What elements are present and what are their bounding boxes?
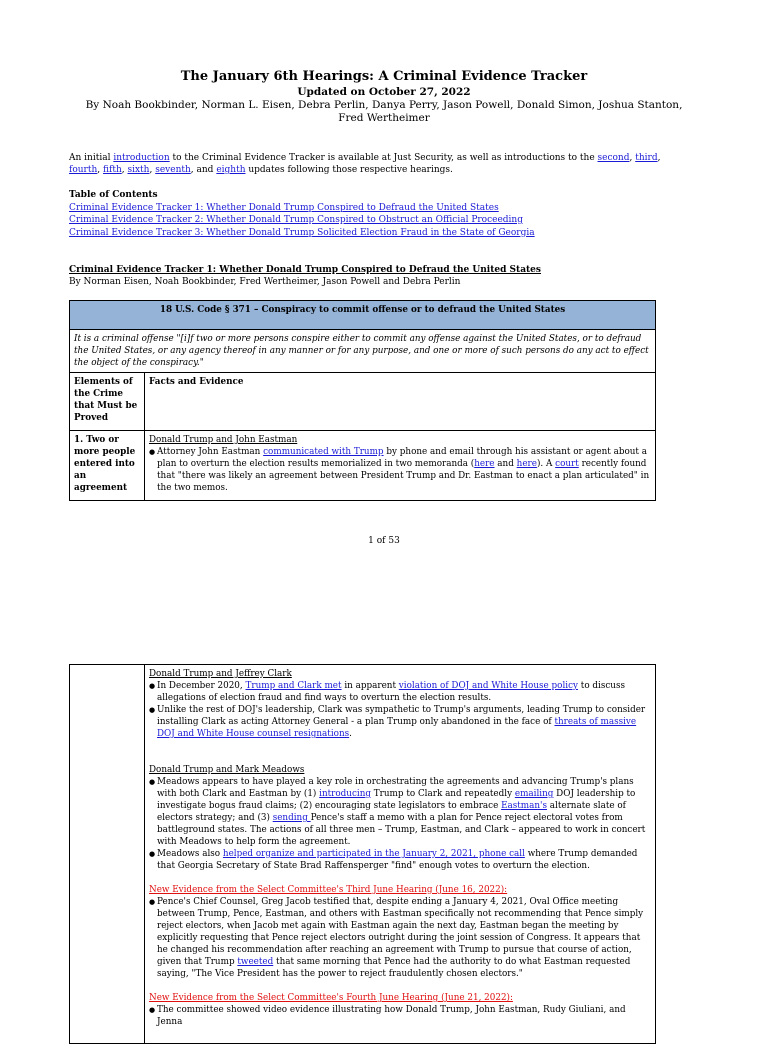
bullet-jacob bbox=[149, 896, 651, 980]
link-emailing[interactable]: emailing bbox=[514, 789, 554, 799]
text: Pence's Chief Counsel, Greg Jacob testified that, despite ending a January 4, 2021, Oval Office meeting between Trump, Pence, Eastman, and others with Eastman specifically not recommending that Pence simply reject electors, when Jacob met again with Eastman again the next day, Eastman began the meeting by explicitly requesting that Pence reject electors outright during the joint session of Congress. It appears that he changed his recommendation after reaching an agreement with Trump to pursue that course of action, given that Trump bbox=[157, 897, 644, 967]
bullet-meadows-1 bbox=[149, 776, 651, 848]
text: and bbox=[494, 459, 517, 469]
text: Trump to Clark and repeatedly bbox=[371, 789, 515, 799]
link-third[interactable]: third bbox=[635, 153, 658, 163]
continued-evidence bbox=[145, 665, 656, 1044]
link-introducing[interactable]: introducing bbox=[319, 789, 372, 799]
document-title: The January 6th Hearings: A Criminal Evidence Tracker bbox=[180, 69, 588, 84]
bullet-video-evidence: ● The committee showed video evidence illustrating how Donald Trump, John Eastman, Rudy Giuliani, and Jenna bbox=[149, 1004, 651, 1028]
intro-text: , bbox=[657, 153, 661, 163]
link-fifth[interactable]: fifth bbox=[103, 165, 122, 175]
text: that same morning that Pence had the authority to do what Eastman requested saying, "The Vice President has the power to reject fraudulently chosen electors." bbox=[157, 957, 631, 979]
statute-quote: It is a criminal offense "[i]f two or more persons conspire either to commit any offense against the United States, or to defraud the United States, or any agency thereof in any manner or for any purpose, and one or more of such persons do any act to effect the object of the conspiracy." bbox=[70, 330, 656, 373]
toc-item-tracker-3[interactable]: Criminal Evidence Tracker 3: Whether Donald Trump Solicited Election Fraud in the State of Georgia bbox=[69, 227, 535, 238]
text: . bbox=[349, 729, 352, 739]
link-here-2[interactable]: here bbox=[516, 459, 537, 469]
link-second[interactable]: second bbox=[597, 153, 630, 163]
link-introduction[interactable]: introduction bbox=[113, 153, 170, 163]
bullet-clark-1 bbox=[149, 680, 651, 704]
text: Meadows appears to have played a key role in orchestrating the agreements and advancing Trump's plans with both Clark and Eastman by (1) bbox=[157, 777, 634, 799]
column-header-facts: Facts and Evidence bbox=[145, 373, 656, 431]
text: recently found that "there was likely an agreement between President Trump and Dr. Eastman to enact a plan articulated" in the two memos. bbox=[157, 459, 650, 493]
link-violation-of-policy[interactable]: violation of DOJ and White House policy bbox=[398, 681, 578, 691]
link-trump-and-clark-met[interactable]: Trump and Clark met bbox=[245, 681, 342, 691]
subhead-trump-clark: Donald Trump and Jeffrey Clark bbox=[149, 669, 292, 679]
link-communicated-with-trump[interactable]: communicated with Trump bbox=[263, 447, 384, 457]
subhead-trump-meadows: Donald Trump and Mark Meadows bbox=[149, 765, 305, 775]
element-1-label: 1. Two or more people entered into an agreement bbox=[70, 431, 145, 501]
toc-item-tracker-2[interactable]: Criminal Evidence Tracker 2: Whether Donald Trump Conspired to Obstruct an Official Proceeding bbox=[69, 215, 523, 225]
intro-text: , bbox=[629, 153, 636, 163]
link-phone-call[interactable]: helped organize and participated in the January 2, 2021, phone call bbox=[222, 849, 525, 859]
toc-heading: Table of Contents bbox=[69, 190, 158, 200]
text: In December 2020, bbox=[157, 681, 246, 691]
evidence-table-1 bbox=[69, 300, 656, 501]
text: Pence's staff a memo with a plan for Pence reject electoral votes from battleground states. The actions of all three men – Trump, Eastman, and Clark – appeared to work in concert with Meadows to help form the agreement. bbox=[157, 813, 646, 847]
intro-text: updates following those respective hearings. bbox=[245, 165, 453, 175]
link-eighth[interactable]: eighth bbox=[216, 165, 246, 175]
link-sixth[interactable]: sixth bbox=[127, 165, 150, 175]
text: where Trump demanded that Georgia Secretary of State Brad Raffensperger "find" enough votes to overturn the election. bbox=[157, 849, 638, 871]
updated-date: Updated on October 27, 2022 bbox=[297, 86, 471, 98]
column-header-elements: Elements of the Crime that Must be Proved bbox=[70, 373, 145, 431]
page-number: 1 of 53 bbox=[368, 536, 400, 546]
text: to discuss allegations of election fraud and find ways to overturn the election results. bbox=[157, 681, 625, 703]
bullet-clark-2 bbox=[149, 704, 651, 740]
section-1-header bbox=[69, 264, 669, 288]
intro-text: , bbox=[149, 165, 156, 175]
intro-text: to the Criminal Evidence Tracker is available at Just Security, as well as introductions to the bbox=[169, 153, 598, 163]
text: alternate slate of electors strategy; and (3) bbox=[157, 801, 626, 823]
text: by phone and email through his assistant or agent about a plan to overturn the election results memorialized in two memoranda ( bbox=[157, 447, 648, 469]
subhead-trump-eastman: Donald Trump and John Eastman bbox=[149, 435, 298, 445]
intro-text: , bbox=[121, 165, 128, 175]
intro-paragraph bbox=[69, 152, 661, 176]
table-of-contents bbox=[69, 189, 669, 239]
link-court[interactable]: court bbox=[555, 459, 579, 469]
section-1-authors: By Norman Eisen, Noah Bookbinder, Fred Wertheimer, Jason Powell and Debra Perlin bbox=[69, 277, 461, 287]
section-1-title: Criminal Evidence Tracker 1: Whether Donald Trump Conspired to Defraud the United States bbox=[69, 265, 541, 275]
link-here-1[interactable]: here bbox=[474, 459, 495, 469]
statute-header: 18 U.S. Code § 371 – Conspiracy to commit offense or to defraud the United States bbox=[70, 301, 656, 330]
text: ). A bbox=[536, 459, 556, 469]
bullet-eastman bbox=[149, 446, 651, 494]
new-evidence-fourth-hearing: New Evidence from the Select Committee's Fourth June Hearing (June 21, 2022): bbox=[149, 993, 513, 1003]
text: Unlike the rest of DOJ's leadership, Clark was sympathetic to Trump's arguments, leading Trump to consider installing Clark as acting Attorney General - a plan Trump only abandoned in the face of bbox=[157, 705, 646, 727]
intro-text: , and bbox=[190, 165, 217, 175]
intro-text: , bbox=[97, 165, 103, 175]
link-tweeted[interactable]: tweeted bbox=[237, 957, 274, 967]
element-1-evidence bbox=[145, 431, 656, 501]
link-seventh[interactable]: seventh bbox=[155, 165, 191, 175]
element-cell-empty bbox=[70, 665, 145, 1044]
text: in apparent bbox=[341, 681, 399, 691]
evidence-table-1-continued bbox=[69, 664, 656, 1044]
new-evidence-third-hearing: New Evidence from the Select Committee's Third June Hearing (June 16, 2022): bbox=[149, 885, 508, 895]
document-page-2 bbox=[0, 560, 768, 1027]
intro-text: An initial bbox=[69, 153, 114, 163]
link-eastmans[interactable]: Eastman's bbox=[501, 801, 547, 811]
document-authors: By Noah Bookbinder, Norman L. Eisen, Debra Perlin, Danya Perry, Jason Powell, Donald Simon, Joshua Stanton, Fred Wertheimer bbox=[85, 99, 683, 124]
bullet-meadows-2 bbox=[149, 848, 651, 872]
toc-item-tracker-1[interactable]: Criminal Evidence Tracker 1: Whether Donald Trump Conspired to Defraud the United States bbox=[69, 202, 499, 213]
link-sending[interactable]: sending bbox=[272, 813, 311, 823]
text: Meadows also bbox=[157, 849, 223, 859]
link-threats-of-resignations[interactable]: threats of massive DOJ and White House counsel resignations bbox=[157, 717, 637, 739]
text: Attorney John Eastman bbox=[157, 447, 264, 457]
link-fourth[interactable]: fourth bbox=[69, 165, 98, 175]
text: DOJ leadership to investigate bogus fraud claims; (2) encouraging state legislators to embrace bbox=[157, 789, 636, 811]
